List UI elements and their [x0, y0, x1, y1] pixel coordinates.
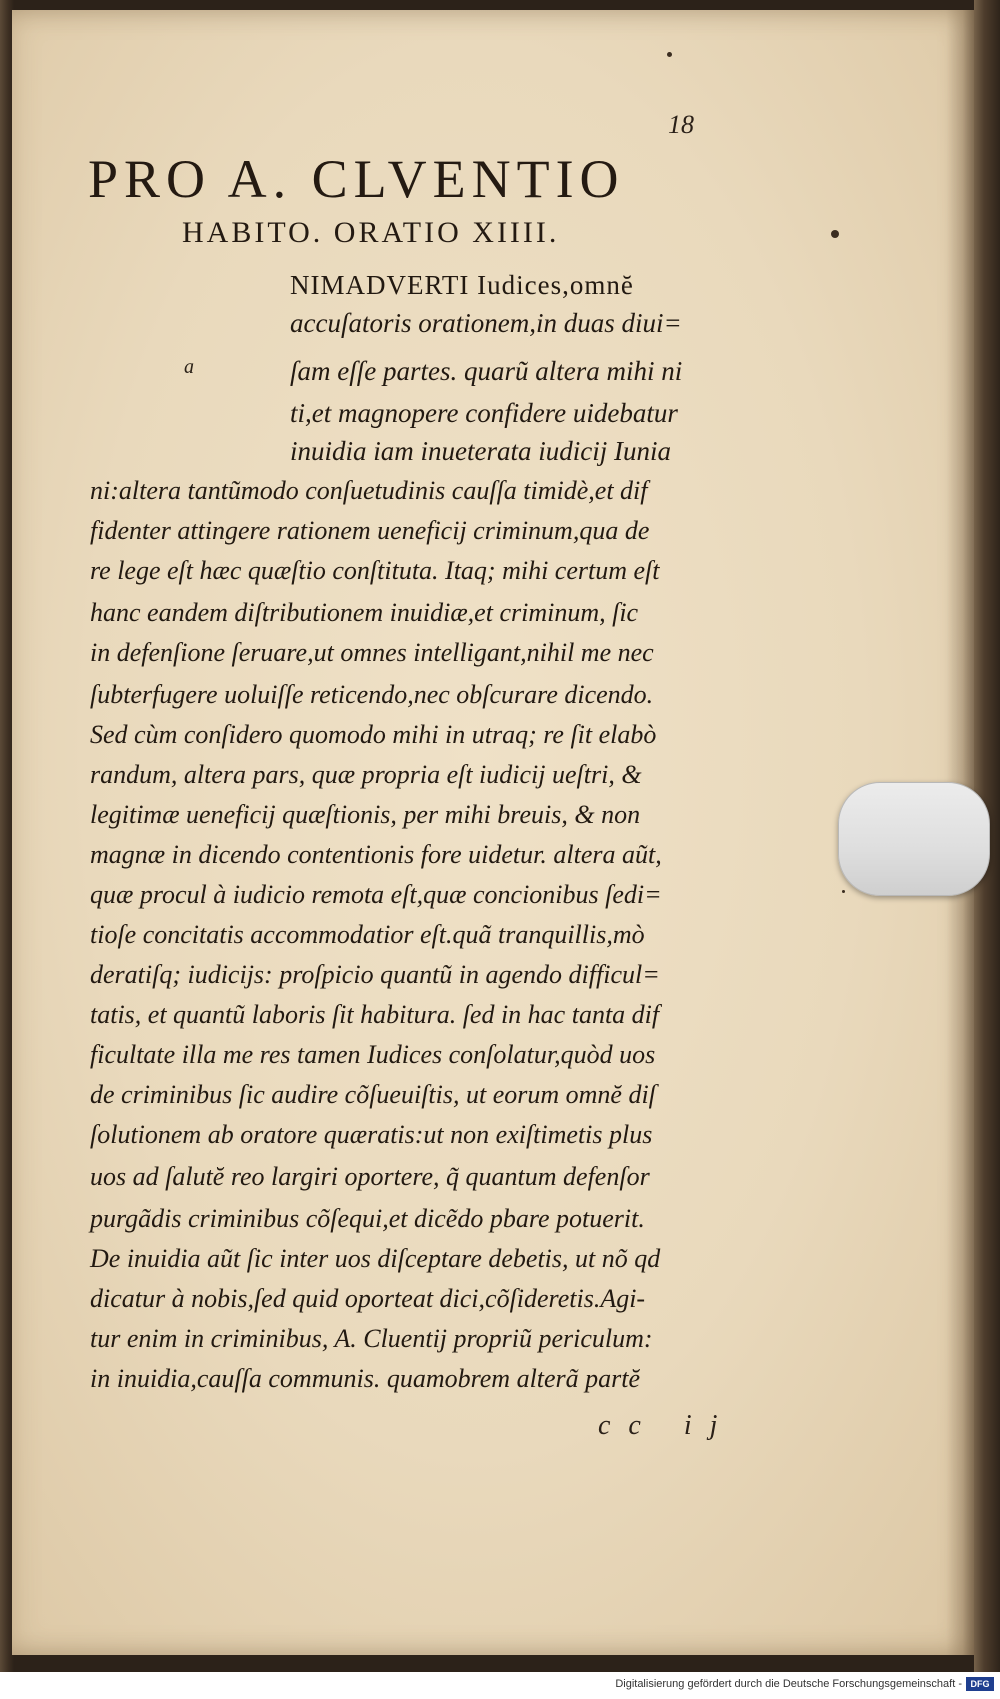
- text-line: tioſe concitatis accommodatior eſt.quã tranquillis,mò: [90, 920, 645, 949]
- text-line: ni:altera tantũmodo conſuetudinis cauſſa timidè,et dif: [90, 476, 648, 505]
- text-line: randum, altera pars, quæ propria eſt iudicij ueſtri, &: [90, 760, 642, 789]
- page-title: PRO A. CLVENTIO: [88, 149, 625, 209]
- catchword: cc ij: [598, 1410, 736, 1441]
- page-clip: [838, 782, 990, 896]
- ink-speck: [667, 52, 672, 57]
- text-line: fidenter attingere rationem ueneficij criminum,qua de: [90, 516, 650, 545]
- dfg-logo: DFG: [966, 1677, 994, 1691]
- ink-speck: [831, 230, 839, 238]
- footer-credit: Digitalisierung gefördert durch die Deutsche Forschungsgemeinschaft -: [615, 1678, 962, 1690]
- text-line: quæ procul à iudicio remota eſt,quæ concionibus ſedi=: [90, 880, 662, 909]
- page-number: 18: [668, 110, 694, 139]
- text-line: ti,et magnopere confidere uidebatur: [290, 398, 678, 428]
- text-line: hanc eandem diſtributionem inuidiæ,et criminum, ſic: [90, 598, 639, 627]
- ink-speck: [842, 890, 845, 893]
- text-line: ſam eſſe partes. quarũ altera mihi ni: [290, 356, 683, 386]
- text-line: tatis, et quantũ laboris ſit habitura. ſed in hac tanta dif: [90, 1000, 660, 1029]
- text-line: ſolutionem ab oratore quæratis:ut non exiſtimetis plus: [90, 1120, 653, 1149]
- book-page: [12, 10, 974, 1655]
- text-line: ſubterfugere uoluiſſe reticendo,nec obſcurare dicendo.: [90, 680, 654, 709]
- text-line: legitimæ ueneficij quæſtionis, per mihi breuis, & non: [90, 800, 641, 829]
- text-line: NIMADVERTI Iudices,omnĕ: [290, 270, 634, 300]
- text-line: Sed cùm conſidero quomodo mihi in utraq; re ſit elabò: [90, 720, 657, 749]
- text-line: in inuidia,cauſſa communis. quamobrem alterã partĕ: [90, 1364, 641, 1393]
- margin-mark: a: [184, 356, 194, 378]
- text-line: dicatur à nobis,ſed quid oporteat dici,cõſideretis.Agi-: [90, 1284, 646, 1313]
- text-line: ficultate illa me res tamen Iudices conſolatur,quòd uos: [90, 1040, 656, 1069]
- text-line: De inuidia aũt ſic inter uos diſceptare debetis, ut nõ qd: [90, 1244, 661, 1273]
- text-line: inuidia iam inueterata iudicij Iunia: [290, 436, 671, 466]
- text-line: de criminibus ſic audire cõſueuiſtis, ut eorum omnĕ diſ: [90, 1080, 656, 1109]
- page-subtitle: HABITO. ORATIO XIIII.: [182, 216, 560, 249]
- text-line: re lege eſt hæc quæſtio conſtituta. Itaq; mihi certum eſt: [90, 556, 660, 585]
- text-line: deratiſq; iudicijs: proſpicio quantũ in agendo difficul=: [90, 960, 660, 989]
- text-line: tur enim in criminibus, A. Cluentij propriũ periculum:: [90, 1324, 653, 1353]
- text-line: uos ad ſalutĕ reo largiri oportere, q̃ quantum defenſor: [90, 1162, 650, 1191]
- text-line: accuſatoris orationem,in duas diui=: [290, 308, 682, 338]
- text-line: purgãdis criminibus cõſequi,et dicẽdo pbare potuerit.: [90, 1204, 645, 1233]
- text-line: in defenſione ſeruare,ut omnes intelligant,nihil me nec: [90, 638, 654, 667]
- text-line: magnæ in dicendo contentionis fore uidetur. altera aũt,: [90, 840, 662, 869]
